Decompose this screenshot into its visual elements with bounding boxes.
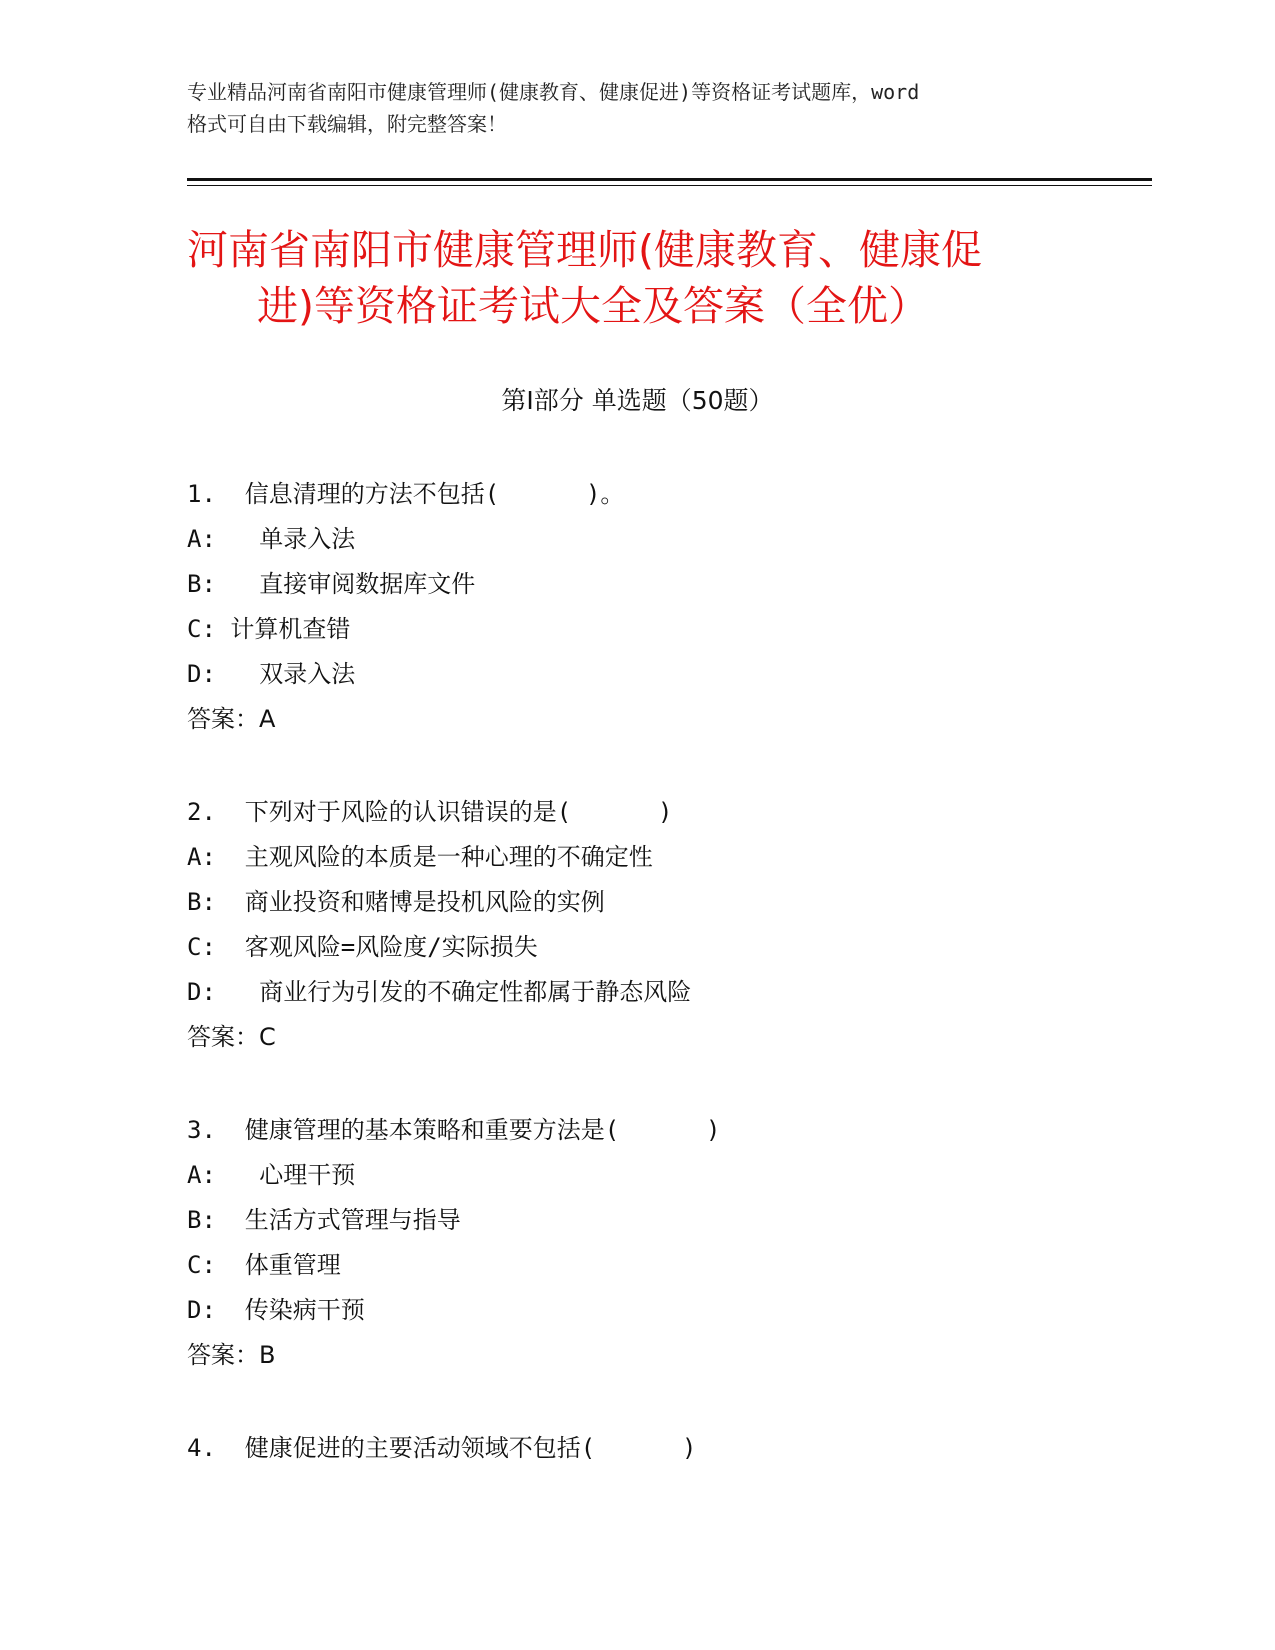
option-b: B: 直接审阅数据库文件 xyxy=(187,570,476,598)
document-title-line-2: 进)等资格证考试大全及答案（全优） xyxy=(257,282,929,330)
option-c: C: 客观风险=风险度/实际损失 xyxy=(187,933,538,961)
question-stem: 1. 信息清理的方法不包括( )。 xyxy=(187,480,625,508)
question-block xyxy=(187,1108,1087,1378)
document-title xyxy=(187,222,1087,334)
header-note xyxy=(187,76,1087,140)
header-note-line-1: 专业精品河南省南阳市健康管理师(健康教育、健康促进)等资格证考试题库，word xyxy=(187,80,920,104)
header-divider-thin xyxy=(187,185,1152,186)
answer-key: 答案：C xyxy=(187,1023,276,1051)
answer-key: 答案：A xyxy=(187,705,276,733)
question-stem: 2. 下列对于风险的认识错误的是( ) xyxy=(187,798,673,826)
header-divider-thick xyxy=(187,178,1152,181)
option-b: B: 商业投资和赌博是投机风险的实例 xyxy=(187,888,605,916)
option-d: D: 商业行为引发的不确定性都属于静态风险 xyxy=(187,978,692,1006)
question-block xyxy=(187,790,1087,1060)
question-block xyxy=(187,472,1087,742)
option-a: A: 主观风险的本质是一种心理的不确定性 xyxy=(187,843,653,871)
option-b: B: 生活方式管理与指导 xyxy=(187,1206,461,1234)
question-stem: 3. 健康管理的基本策略和重要方法是( ) xyxy=(187,1116,721,1144)
section-title: 第Ⅰ部分 单选题（50题） xyxy=(501,386,774,415)
header-note-line-2: 格式可自由下载编辑，附完整答案！ xyxy=(187,112,507,136)
option-a: A: 单录入法 xyxy=(187,525,356,553)
option-d: D: 双录入法 xyxy=(187,660,356,688)
option-d: D: 传染病干预 xyxy=(187,1296,365,1324)
document-title-line-1: 河南省南阳市健康管理师(健康教育、健康促 xyxy=(187,226,982,274)
option-c: C: 体重管理 xyxy=(187,1251,341,1279)
question-stem: 4. 健康促进的主要活动领域不包括( ) xyxy=(187,1434,697,1462)
answer-key: 答案：B xyxy=(187,1341,276,1369)
question-block xyxy=(187,1426,1087,1471)
option-a: A: 心理干预 xyxy=(187,1161,356,1189)
option-c: C: 计算机查错 xyxy=(187,615,351,643)
